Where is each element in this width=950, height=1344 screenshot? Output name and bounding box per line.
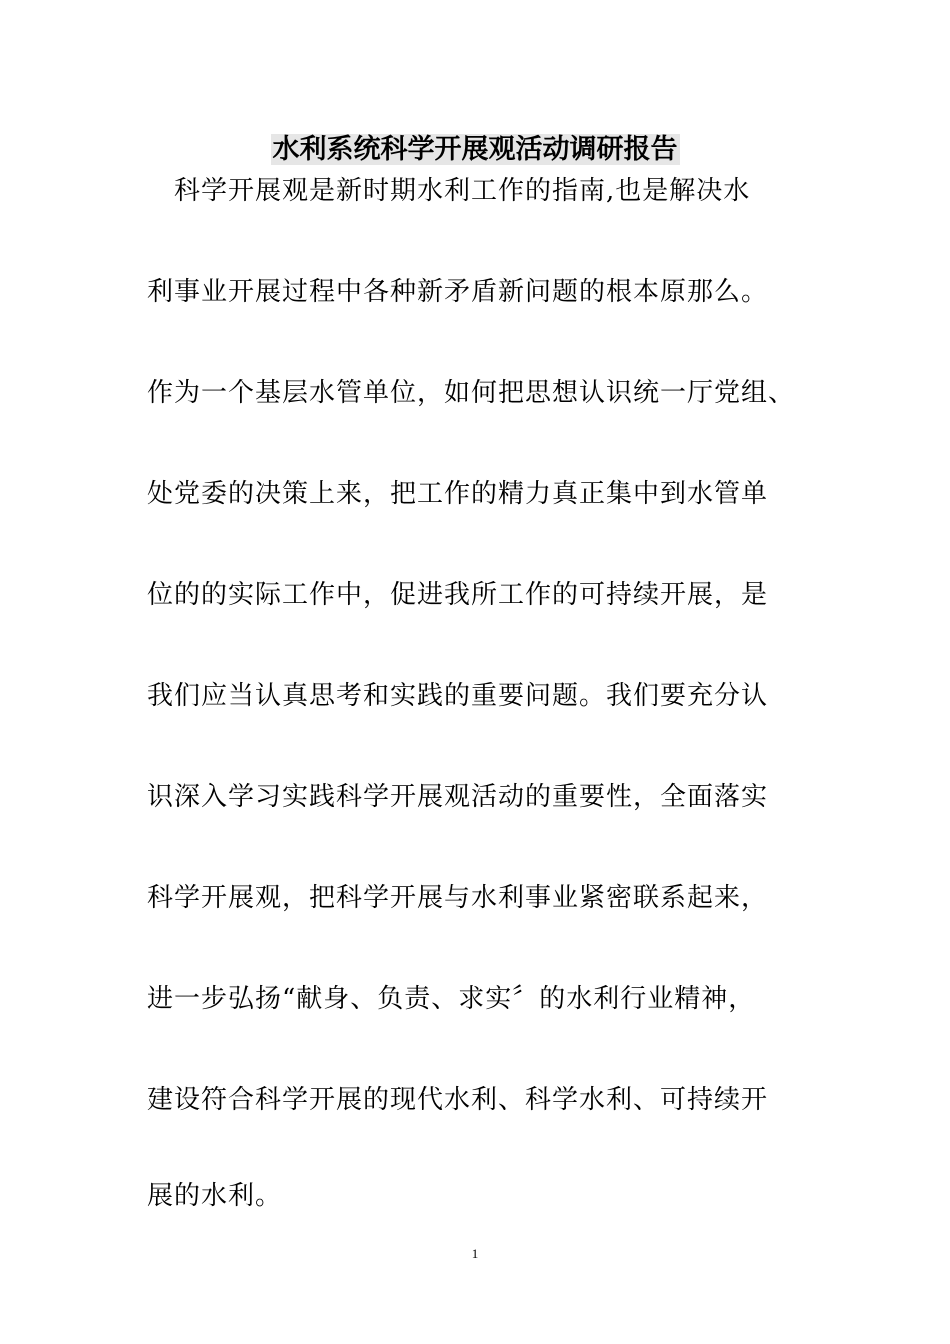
body-line: 建设符合科学开展的现代水利、科学水利、可持续开 [147, 1085, 769, 1115]
body-line: 处党委的决策上来，把工作的精力真正集中到水管单 [147, 479, 769, 509]
body-line: 展的水利。 [147, 1181, 283, 1211]
body-line: 作为一个基层水管单位，如何把思想认识统一厅党组、 [147, 378, 796, 408]
body-line: 识深入学习实践科学开展观活动的重要性，全面落实 [147, 782, 769, 812]
body-line: 科学开展观是新时期水利工作的指南,也是解决水 [147, 176, 751, 206]
document-title [0, 128, 950, 172]
body-line: 利事业开展过程中各种新矛盾新问题的根本原那么。 [147, 277, 769, 307]
document-title-text: 水利系统科学开展观活动调研报告 [272, 134, 678, 165]
body-line: 进一步弘扬“献身、负责、求实〞的水利行业精神， [147, 984, 756, 1014]
body-line: 我们应当认真思考和实践的重要问题。我们要充分认 [147, 681, 769, 711]
page-number: 1 [471, 1246, 479, 1261]
body-line: 位的的实际工作中，促进我所工作的可持续开展，是 [147, 580, 769, 610]
body-line: 科学开展观，把科学开展与水利事业紧密联系起来， [147, 883, 769, 913]
